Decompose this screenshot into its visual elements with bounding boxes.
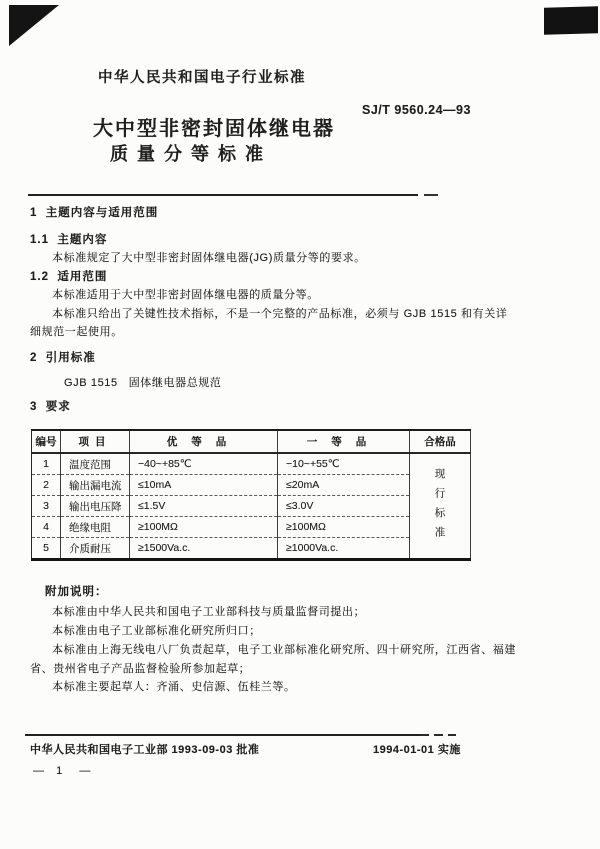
requirements-table xyxy=(31,429,471,561)
row-grade-b: ≤20mA xyxy=(278,475,410,496)
row-grade-b: ≥100MΩ xyxy=(278,517,410,538)
row-grade-a: ≤10mA xyxy=(130,475,278,496)
document-title-line2: 质量分等标准 xyxy=(110,144,272,164)
section-1-2-heading: 1.2 适用范围 xyxy=(30,271,108,283)
row-number: 5 xyxy=(32,538,61,560)
row-grade-a: ≥100MΩ xyxy=(130,517,278,538)
row-grade-a: ≤1.5V xyxy=(130,496,278,517)
row-grade-b: ≥1000Va.c. xyxy=(278,538,410,560)
note-line: 省、贵州省电子产品监督检验所参加起草； xyxy=(30,663,251,675)
header-rule-dash xyxy=(424,194,438,196)
table-row xyxy=(32,453,471,475)
row-item: 温度范围 xyxy=(61,453,130,475)
column-header-item: 项目 xyxy=(61,430,130,453)
section-1-heading: 1 主题内容与适用范围 xyxy=(30,207,159,219)
section-1-1-heading: 1.1 主题内容 xyxy=(30,234,108,246)
table-row xyxy=(32,496,471,517)
standard-number: SJ/T 9560.24—93 xyxy=(362,103,471,117)
row-number: 3 xyxy=(32,496,61,517)
row-item: 输出电压降 xyxy=(61,496,130,517)
row-grade-b: −10~+55℃ xyxy=(278,453,410,475)
section-1-1-body: 本标准规定了大中型非密封固体继电器(JG)质量分等的要求。 xyxy=(52,252,366,264)
column-header-qualified: 合格品 xyxy=(410,430,471,453)
row-grade-a: ≥1500Va.c. xyxy=(130,538,278,560)
column-header-grade-b: 一等品 xyxy=(278,430,410,453)
section-1-2-line3: 细规范一起使用。 xyxy=(30,326,123,338)
document-title-line1: 大中型非密封固体继电器 xyxy=(93,118,335,140)
qualified-grade-note: 现行标准 xyxy=(433,467,446,546)
section-2-heading: 2 引用标准 xyxy=(30,352,96,364)
page-number: — 1 — xyxy=(33,765,93,777)
column-header-grade-a: 优等品 xyxy=(130,430,278,453)
note-line: 本标准主要起草人：齐涌、史信源、伍桂兰等。 xyxy=(52,681,296,693)
additional-notes-heading: 附加说明： xyxy=(45,586,108,598)
row-grade-b: ≤3.0V xyxy=(278,496,410,517)
row-grade-a: −40~+85℃ xyxy=(130,453,278,475)
footer-rule xyxy=(25,734,420,736)
section-2-reference: GJB 1515 固体继电器总规范 xyxy=(64,377,222,389)
qualified-grade-note-cell xyxy=(410,453,471,560)
note-line: 本标准由上海无线电八厂负责起草，电子工业部标准化研究所、四十研究所，江西省、福建 xyxy=(52,644,516,656)
row-item: 输出漏电流 xyxy=(61,475,130,496)
table-row xyxy=(32,517,471,538)
section-3-heading: 3 要求 xyxy=(30,401,71,413)
standard-type: 中华人民共和国电子行业标准 xyxy=(98,70,306,86)
scan-artifact-top-left xyxy=(9,5,59,46)
header-rule xyxy=(28,194,418,196)
table-header-row xyxy=(32,430,471,453)
row-number: 2 xyxy=(32,475,61,496)
note-line: 本标准由电子工业部标准化研究所归口； xyxy=(52,625,261,637)
implementation-statement: 1994-01-01 实施 xyxy=(373,744,461,756)
row-item: 介质耐压 xyxy=(61,538,130,560)
note-line: 本标准由中华人民共和国电子工业部科技与质量监督司提出； xyxy=(52,606,366,618)
scan-artifact-top-right xyxy=(544,6,598,34)
section-1-2-line1: 本标准适用于大中型非密封固体继电器的质量分等。 xyxy=(52,289,319,301)
table-row xyxy=(32,538,471,560)
approval-statement: 中华人民共和国电子工业部 1993-09-03 批准 xyxy=(30,744,260,756)
row-item: 绝缘电阻 xyxy=(61,517,130,538)
row-number: 1 xyxy=(32,453,61,475)
row-number: 4 xyxy=(32,517,61,538)
footer-rule-dash xyxy=(420,734,456,736)
table-row xyxy=(32,475,471,496)
column-header-number: 编号 xyxy=(32,430,61,453)
section-1-2-line2: 本标准只给出了关键性技术指标，不是一个完整的产品标准，必须与 GJB 1515 和有关详 xyxy=(52,308,508,320)
